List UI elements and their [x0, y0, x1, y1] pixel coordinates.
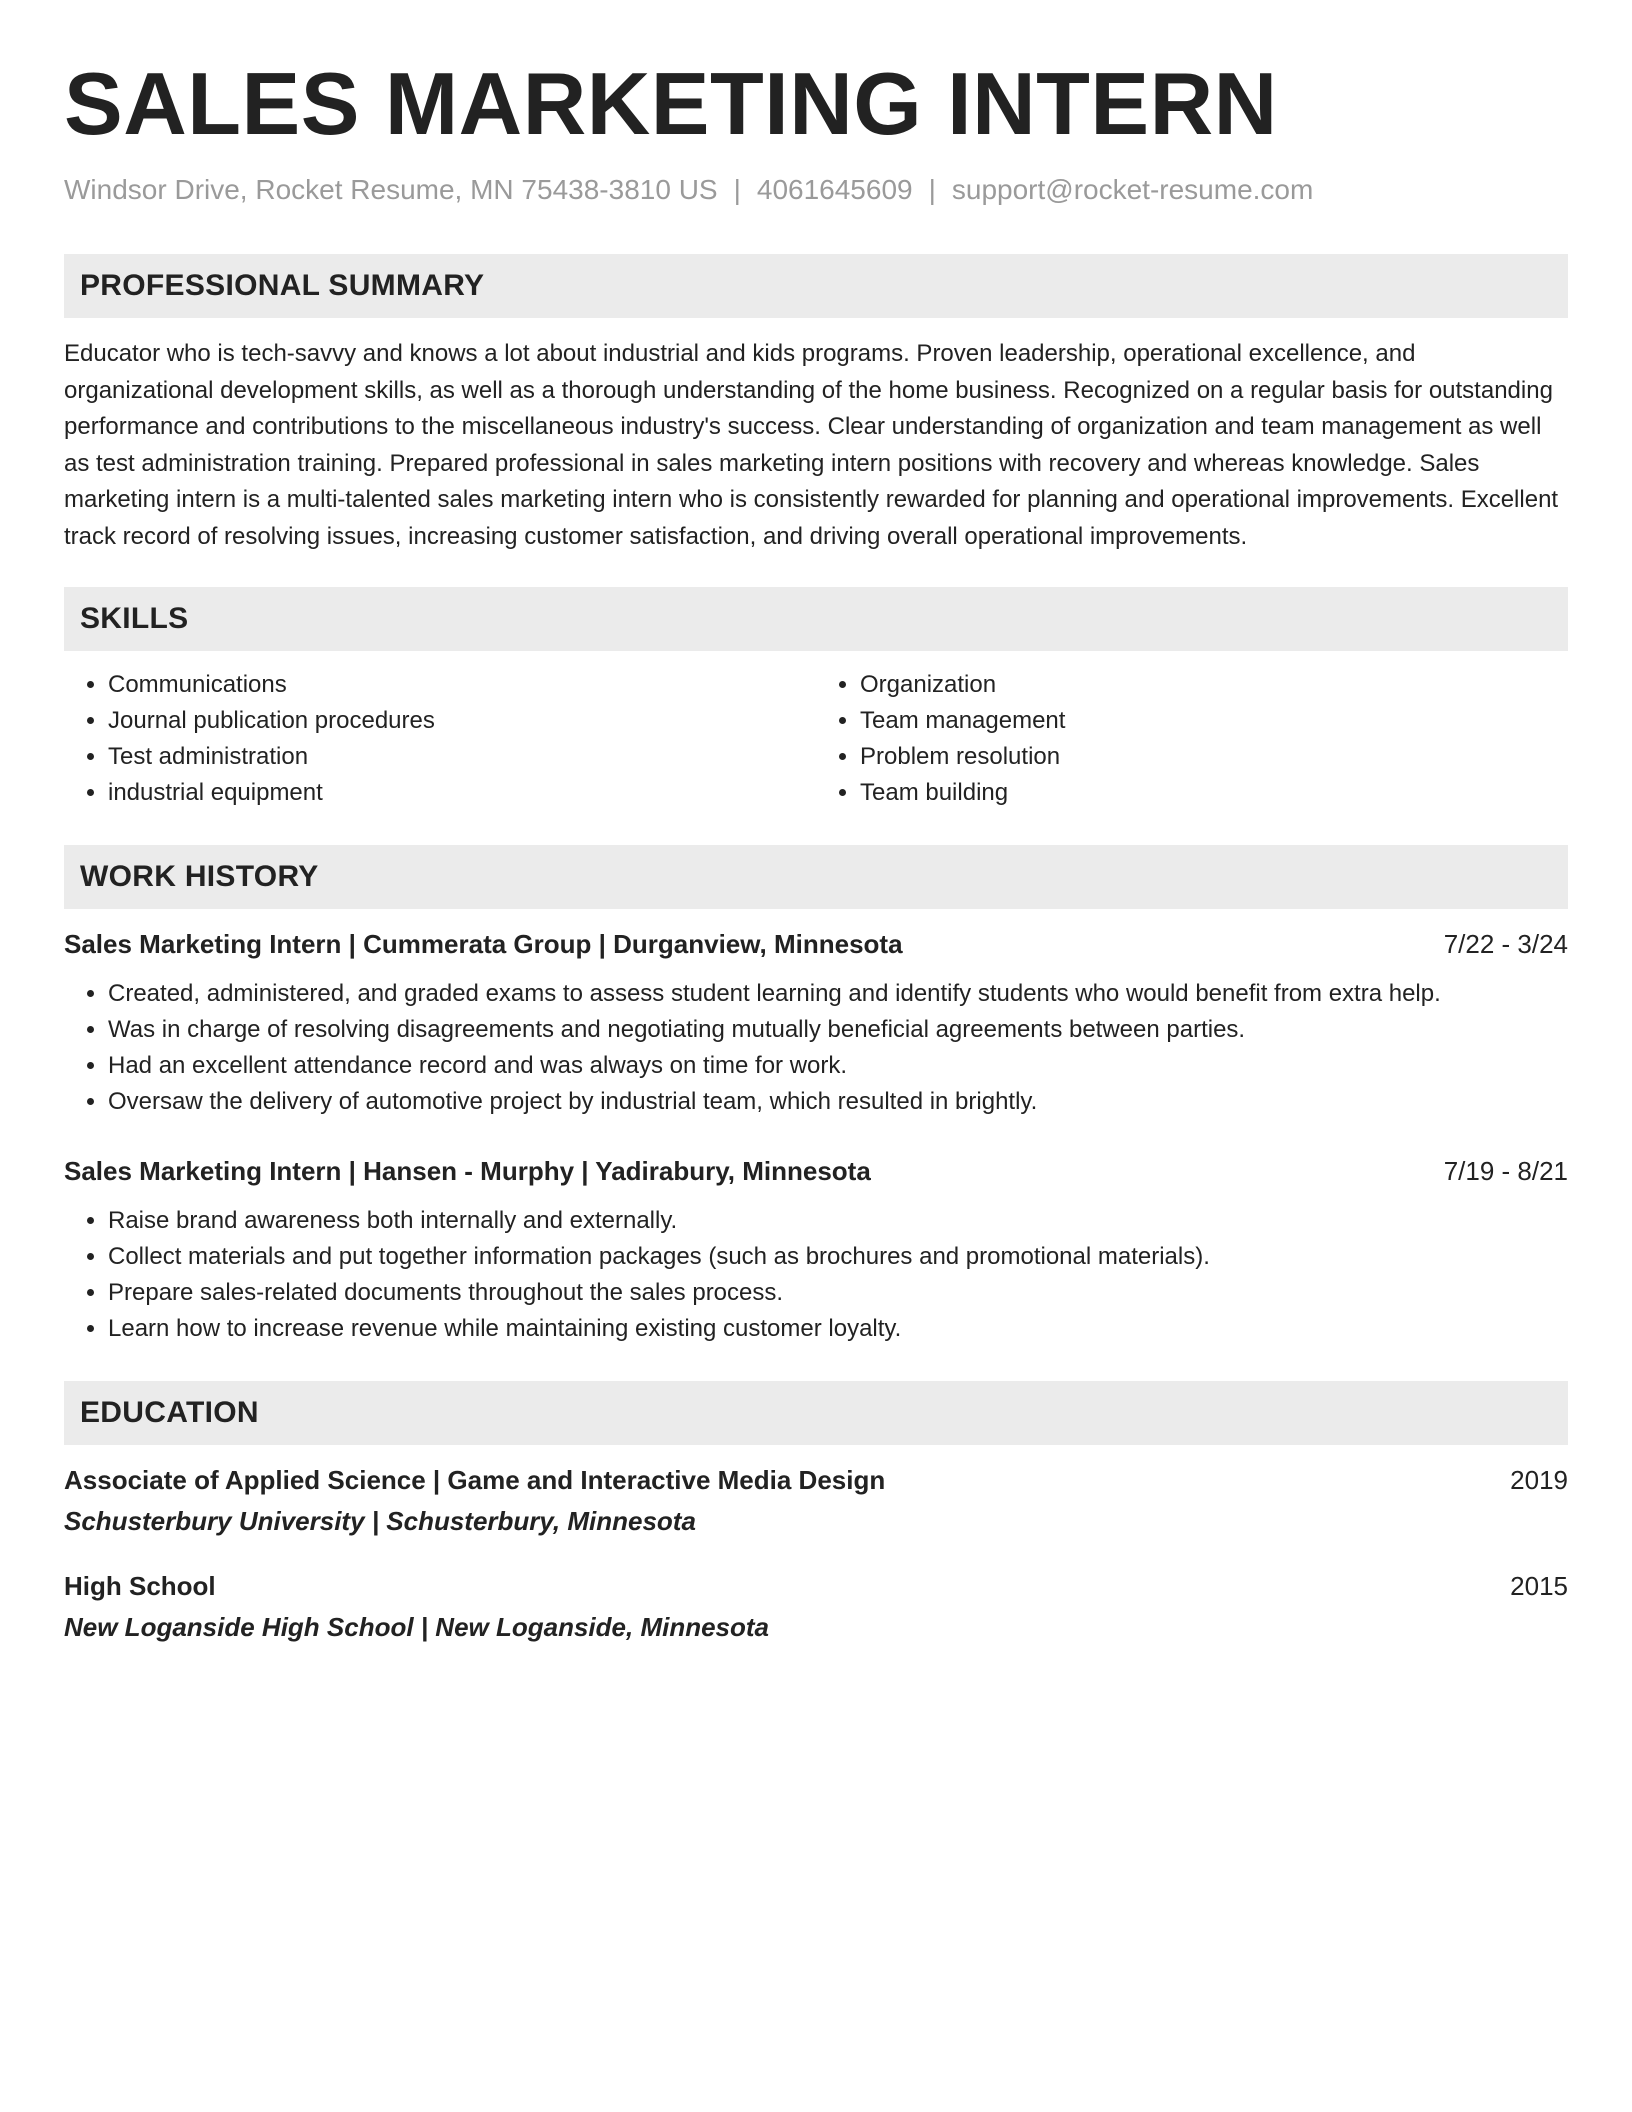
skill-item: • Organization — [860, 667, 1568, 703]
skill-item: • Problem resolution — [860, 739, 1568, 775]
section-header-work-history: WORK HISTORY — [64, 845, 1568, 909]
job-heading-row — [64, 929, 1568, 960]
skill-item: • industrial equipment — [108, 775, 816, 811]
job-bullet: • Raise brand awareness both internally and externally. — [108, 1203, 1568, 1239]
education-entry — [64, 1465, 1568, 1537]
job-dates: 7/22 - 3/24 — [1443, 929, 1568, 959]
job-entry — [64, 1156, 1568, 1347]
job-bullet: • Learn how to increase revenue while maintaining existing customer loyalty. — [108, 1311, 1568, 1347]
page-title: SALES MARKETING INTERN — [64, 54, 1278, 153]
education-degree: High School — [64, 1571, 216, 1601]
skill-item: • Team management — [860, 703, 1568, 739]
job-bullet: • Prepare sales-related documents throughout the sales process. — [108, 1275, 1568, 1311]
address: Windsor Drive, Rocket Resume, MN 75438-3810 US — [64, 174, 718, 205]
education-year: 2019 — [1510, 1465, 1568, 1495]
section-header-skills: SKILLS — [64, 587, 1568, 651]
job-bullet: • Created, administered, and graded exams to assess student learning and identify students who would benefit from extra help. — [108, 976, 1568, 1012]
job-bullet: • Had an excellent attendance record and was always on time for work. — [108, 1048, 1568, 1084]
education-entry — [64, 1571, 1568, 1643]
skills-column-right — [816, 667, 1568, 811]
job-bullets — [64, 1203, 1568, 1347]
separator: | — [733, 174, 741, 205]
job-heading-row — [64, 1156, 1568, 1187]
phone: 4061645609 — [756, 174, 913, 205]
skills-list — [64, 667, 1568, 811]
email: support@rocket-resume.com — [951, 174, 1314, 205]
skill-item: • Communications — [108, 667, 816, 703]
section-header-summary: PROFESSIONAL SUMMARY — [64, 254, 1568, 318]
skill-item: • Journal publication procedures — [108, 703, 816, 739]
job-bullet: • Was in charge of resolving disagreements and negotiating mutually beneficial agreements between parties. — [108, 1012, 1568, 1048]
education-school: Schusterbury University | Schusterbury, Minnesota — [64, 1506, 696, 1536]
skill-item: • Team building — [860, 775, 1568, 811]
job-bullets — [64, 976, 1568, 1120]
job-bullet: • Collect materials and put together information packages (such as brochures and promotional materials). — [108, 1239, 1568, 1275]
contact-line — [64, 174, 1568, 206]
separator: | — [928, 174, 936, 205]
job-bullet: • Oversaw the delivery of automotive project by industrial team, which resulted in brightly. — [108, 1084, 1568, 1120]
education-heading-row — [64, 1465, 1568, 1496]
job-title: Sales Marketing Intern | Hansen - Murphy | Yadirabury, Minnesota — [64, 1156, 871, 1186]
summary-text: Educator who is tech-savvy and knows a lot about industrial and kids programs. Proven leadership, operational excellence, and organizational development skills, as well as a thorough understanding of the home business. Recognized on a regular basis for outstanding performance and contributions to the miscellaneous industry's success. Clear understanding of organization and team management as well as test administration training. Prepared professional in sales marketing intern positions with recovery and whereas knowledge. Sales marketing intern is a multi-talented sales marketing intern who is consistently rewarded for planning and operational improvements. Excellent track record of resolving issues, increasing customer satisfaction, and driving overall operational improvements. — [64, 340, 1559, 550]
education-school: New Loganside High School | New Loganside, Minnesota — [64, 1612, 770, 1642]
education-year: 2015 — [1510, 1571, 1568, 1601]
skill-item: • Test administration — [108, 739, 816, 775]
job-entry — [64, 929, 1568, 1120]
job-title: Sales Marketing Intern | Cummerata Group | Durganview, Minnesota — [64, 929, 903, 959]
education-heading-row — [64, 1571, 1568, 1602]
job-dates: 7/19 - 8/21 — [1443, 1156, 1568, 1186]
skills-column-left — [64, 667, 816, 811]
education-degree: Associate of Applied Science | Game and Interactive Media Design — [64, 1465, 886, 1495]
section-header-education: EDUCATION — [64, 1381, 1568, 1445]
